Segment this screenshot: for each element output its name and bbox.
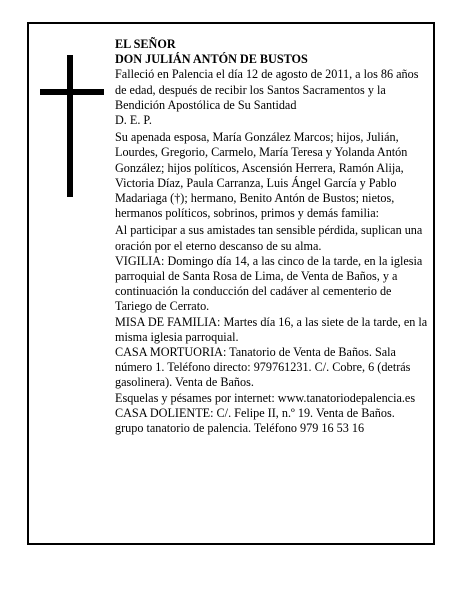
- footer-line: grupo tanatorio de palencia. Teléfono 979 16 53 16: [115, 421, 365, 436]
- cross-horizontal-bar: [40, 89, 104, 95]
- deceased-name: DON JULIÁN ANTÓN DE BUSTOS: [115, 52, 308, 67]
- cross-vertical-bar: [67, 55, 73, 197]
- family-paragraph: Su apenada esposa, María González Marcos; hijos, Julián, Lourdes, Gregorio, Carmelo, María Teresa y Yolanda Antón González; hijos políticos, Ascensión Herrera, Ramón Alija, Victoria Díaz, Paula Carranza, Luis Ángel García y Pablo Madariaga (†); hermano, Benito Antón de Bustos; nietos, hermanos políticos, sobrinos, primos y demás familia:: [115, 130, 408, 221]
- notice-text: [115, 37, 429, 436]
- internet-paragraph: Esquelas y pésames por internet: www.tanatoriodepalencia.es: [115, 390, 416, 405]
- death-announcement: Falleció en Palencia el día 12 de agosto de 2011, a los 86 años de edad, después de recibir los Santos Sacramentos y la Bendición Apostólica de Su Santidad: [115, 67, 419, 112]
- mass-paragraph: MISA DE FAMILIA: Martes día 16, a las siete de la tarde, en la misma iglesia parroquial.: [115, 314, 428, 344]
- title-line: EL SEÑOR: [115, 37, 176, 51]
- cross-icon: [40, 55, 104, 197]
- rip-line: D. E. P.: [115, 113, 152, 128]
- prayer-paragraph: Al participar a sus amistades tan sensible pérdida, suplican una oración por el eterno descanso de su alma.: [115, 223, 423, 253]
- mourning-house-paragraph: CASA DOLIENTE: C/. Felipe II, n.º 19. Venta de Baños.: [115, 405, 395, 420]
- mortuary-paragraph: CASA MORTUORIA: Tanatorio de Venta de Baños. Sala número 1. Teléfono directo: 979761231. C/. Cobre, 6 (detrás gasolinera). Venta de Baños.: [115, 345, 411, 390]
- vigil-paragraph: VIGILIA: Domingo día 14, a las cinco de la tarde, en la iglesia parroquial de Santa Rosa de Lima, de Venta de Baños, y a continuación la conducción del cadáver al cementerio de Tariego de Cerrato.: [115, 253, 423, 314]
